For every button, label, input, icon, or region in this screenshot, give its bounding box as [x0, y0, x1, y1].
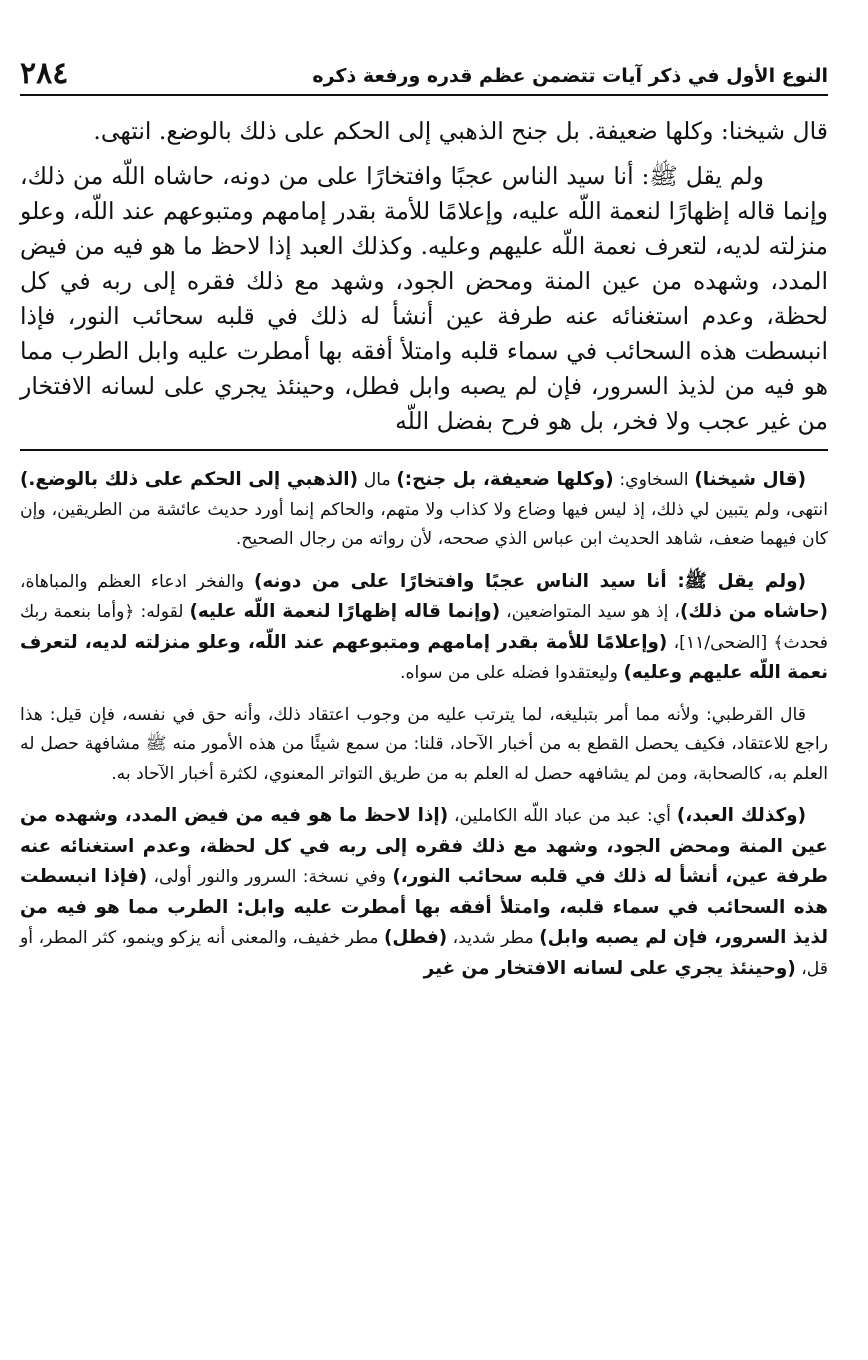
commentary-quoted-text: (وحينئذ يجري على لسانه الافتخار من غير [423, 957, 796, 979]
commentary-text: أي: عبد من عباد اللّه الكاملين، [448, 806, 677, 826]
commentary-text: مطر شديد، [447, 928, 540, 948]
commentary-text: وليعتقدوا فضله على من سواه. [400, 663, 624, 683]
commentary-text: ، إذ هو سيد المتواضعين، [500, 602, 680, 622]
footnote-divider [20, 449, 828, 451]
main-paragraph: ولم يقل ﷺ: أنا سيد الناس عجبًا وافتخارًا على من دونه، حاشاه اللّه من ذلك، وإنما قاله إظهارًا لنعمة اللّه عليه، وإعلامًا للأمة بقدر إمامهم ومتبوعهم عند اللّه، وعلو منزلته لديه، لتعرف نعمة اللّه عليهم وعليه. وكذلك العبد إذا لاحظ ما هو فيه من فيض المدد، وشهده من عين المنة ومحض الجود، وشهد مع ذلك فقره إلى ربه في كل لحظة، وعدم استغنائه عنه طرفة عين أنشأ له ذلك في قلبه سحائب النور، فإذا انبسطت هذه السحائب في سماء قلبه وامتلأ أفقه بها أمطرت عليه وابل الطرب مما هو فيه من لذيذ السرور، فإن لم يصبه وابل فطل، وحينئذ يجري على لسانه الافتخار من غير عجب ولا فخر، بل هو فرح بفضل اللّه [20, 162, 829, 435]
commentary-quoted-text: (قال شيخنا) [694, 469, 806, 490]
commentary-quoted-text: (حاشاه من ذلك) [679, 601, 828, 622]
commentary-quoted-text: (فإذا انبسطت هذه السحائب في سماء قلبه، وامتلأ أفقه بها أمطرت عليه وابل: الطرب مما هو فيه من لذيذ السرور، فإن لم يصبه وابل) [20, 866, 828, 948]
commentary-quoted-text: (وإنما قاله إظهارًا لنعمة اللّه عليه) [189, 601, 501, 622]
book-page [20, 50, 828, 996]
main-paragraph: قال شيخنا: وكلها ضعيفة. بل جنح الذهبي إلى الحكم على ذلك بالوضع. انتهى. [93, 117, 828, 145]
commentary-quoted-text: (ولم يقل ﷺ: أنا سيد الناس عجبًا وافتخارًا على من دونه) [253, 570, 807, 592]
commentary-paragraph [20, 567, 828, 689]
commentary-text: والفخر ادعاء العظم والمباهاة، [20, 571, 254, 592]
main-text [20, 114, 828, 439]
commentary-quoted-text: (فطل) [383, 927, 448, 948]
page-number: ٢٨٤ [20, 56, 69, 91]
commentary-section [20, 465, 828, 984]
running-title: النوع الأول في ذكر آيات تتضمن عظم قدره ورفعة ذكره [312, 65, 828, 87]
commentary-text: السخاوي: [613, 470, 695, 490]
commentary-text: مال [357, 470, 397, 490]
commentary-quoted-text: (وإعلامًا للأمة بقدر إمامهم ومتبوعهم عند اللّه، وعلو منزلته لديه، لتعرف نعمة اللّه عليهم وعليه) [20, 631, 828, 683]
commentary-paragraph [20, 801, 828, 984]
commentary-text: لقوله: ﴿وأما بنعمة ربك فحدث﴾ [الضحى/١١]، [20, 602, 828, 653]
commentary-quoted-text: (الذهبي إلى الحكم على ذلك بالوضع.) [20, 469, 358, 490]
commentary-text: مطر خفيف، والمعنى أنه يزكو وينمو، كثر المطر، أو قل، [20, 928, 828, 979]
commentary-text: انتهى، ولم يتبين لي ذلك، إذ ليس فيها وضاع ولا كذاب ولا متهم، والحاكم إنما أورد حديث عائشة من الطريقين، وإن كان فيهما ضعف، شاهد الحديث ابن عباس الذي صححه، لأن رواته من رجال الصحيح. [20, 499, 828, 549]
commentary-paragraph [20, 465, 828, 555]
commentary-paragraph [20, 701, 828, 790]
commentary-quoted-text: (إذا لاحظ ما هو فيه من فيض المدد، وشهده من عين المنة ومحض الجود، وشهد مع ذلك فقره إلى ربه في كل لحظة، وعدم استغنائه عنه طرفة عين، أنشأ له ذلك في قلبه سحائب النور،) [20, 805, 829, 887]
commentary-text: وفي نسخة: السرور والنور أولى، [147, 867, 393, 887]
commentary-quoted-text: (وكذلك العبد،) [676, 805, 806, 826]
page-header [20, 50, 828, 96]
commentary-text: قال القرطبي: ولأنه مما أمر بتبليغه، لما يترتب عليه من وجوب اعتقاد ذلك، وأنه حق في نفسه، فإن قيل: هذا راجع للاعتقاد، فكيف يحصل القطع به من أخبار الآحاد، قلنا: من سمع شيئًا من هذه الأمور منه ﷺ مشافهة حصل له العلم به، كالصحابة، ومن لم يشافهه حصل له العلم به من طريق التواتر المعنوي، لكثرة أخبار الآحاد به. [20, 704, 828, 784]
commentary-quoted-text: (وكلها ضعيفة، بل جنح:) [396, 469, 614, 490]
